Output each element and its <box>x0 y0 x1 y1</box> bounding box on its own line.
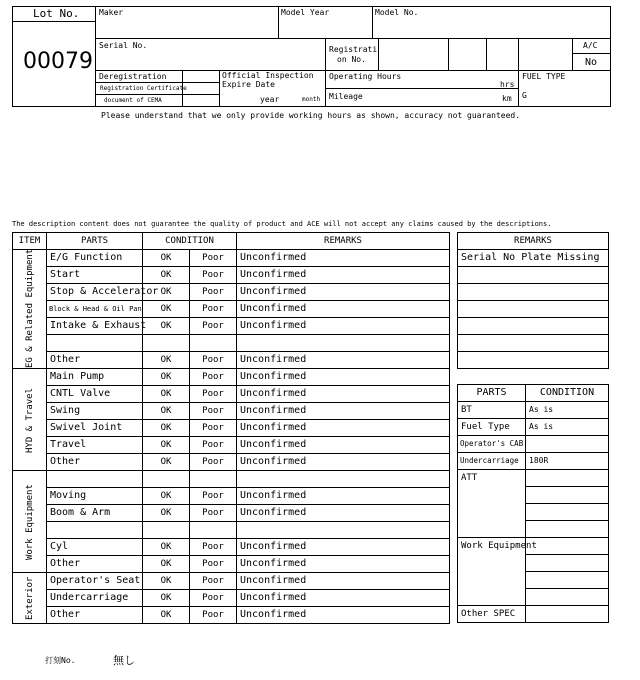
part-name: Boom & Arm <box>47 505 143 522</box>
part-name <box>47 522 143 539</box>
pc-condition: As is <box>526 402 609 419</box>
table-row <box>13 250 450 267</box>
ok-option: OK <box>143 590 190 607</box>
ok-option <box>143 335 190 352</box>
remarks-line <box>458 352 609 369</box>
ok-option <box>143 522 190 539</box>
part-name: CNTL Valve <box>47 386 143 403</box>
document-cema-label: document of CEMA <box>104 97 162 104</box>
table-row <box>13 590 450 607</box>
pc-condition: 180R <box>526 453 609 470</box>
table-row <box>13 573 450 590</box>
pc-row <box>458 470 609 487</box>
table-row <box>13 335 450 352</box>
poor-option: Poor <box>190 556 237 573</box>
part-name: Moving <box>47 488 143 505</box>
pc-condition <box>526 504 609 521</box>
lot-number: 00079 <box>23 49 93 74</box>
part-name <box>47 335 143 352</box>
pc-condition <box>526 487 609 504</box>
ac-label: A/C <box>583 41 598 50</box>
inspection-label-1: Official Inspection <box>222 71 314 80</box>
ok-option: OK <box>143 318 190 335</box>
ok-option: OK <box>143 488 190 505</box>
remarks-line <box>458 267 609 284</box>
fuel-type-label: FUEL TYPE <box>522 72 566 81</box>
part-name: Other <box>47 352 143 369</box>
table-row <box>13 369 450 386</box>
poor-option <box>190 471 237 488</box>
ok-option: OK <box>143 573 190 590</box>
remark-value <box>237 471 450 488</box>
pc-condition <box>526 572 609 589</box>
remark-value: Unconfirmed <box>237 573 450 590</box>
pc-row <box>458 402 609 419</box>
remark-value: Unconfirmed <box>237 420 450 437</box>
deregistration-label: Deregistration <box>99 72 167 81</box>
table-row <box>13 522 450 539</box>
poor-option: Poor <box>190 437 237 454</box>
poor-option: Poor <box>190 420 237 437</box>
remark-value: Unconfirmed <box>237 369 450 386</box>
ok-option: OK <box>143 607 190 624</box>
remarks-line <box>458 335 609 352</box>
poor-option: Poor <box>190 301 237 318</box>
part-name: Start <box>47 267 143 284</box>
pc-part: BT <box>458 402 526 419</box>
poor-option: Poor <box>190 607 237 624</box>
parts-header: PARTS <box>47 233 143 250</box>
table-row <box>13 403 450 420</box>
remarks-line <box>458 284 609 301</box>
ok-option: OK <box>143 556 190 573</box>
table-row <box>13 318 450 335</box>
poor-option: Poor <box>190 573 237 590</box>
poor-option: Poor <box>190 267 237 284</box>
part-name: Swing <box>47 403 143 420</box>
table-row <box>13 284 450 301</box>
inspection-table <box>12 232 450 624</box>
ok-option: OK <box>143 437 190 454</box>
poor-option: Poor <box>190 284 237 301</box>
mileage-label: Mileage <box>329 92 363 101</box>
ok-option <box>143 471 190 488</box>
table-row <box>13 488 450 505</box>
part-name: Stop & Accelerator <box>47 284 143 301</box>
remark-value: Unconfirmed <box>237 301 450 318</box>
remarks-box <box>457 232 609 369</box>
pc-row <box>458 436 609 453</box>
year-label: year <box>260 95 280 104</box>
att-label: ATT <box>458 470 526 538</box>
part-name: Swivel Joint <box>47 420 143 437</box>
table-row <box>13 556 450 573</box>
table-row <box>13 437 450 454</box>
table-row <box>13 420 450 437</box>
remarks-line <box>458 318 609 335</box>
pc-row <box>458 453 609 470</box>
part-name: Other <box>47 454 143 471</box>
condition-header: CONDITION <box>143 233 237 250</box>
ok-option: OK <box>143 267 190 284</box>
poor-option: Poor <box>190 318 237 335</box>
pc-part: Undercarriage <box>458 453 526 470</box>
ac-value: No <box>585 57 598 68</box>
table-row <box>13 386 450 403</box>
group-label: HYD & Travel <box>13 369 47 471</box>
poor-option: Poor <box>190 386 237 403</box>
pc-condition <box>526 555 609 572</box>
operating-hours-label: Operating Hours <box>329 72 402 81</box>
pc-row <box>458 538 609 555</box>
stamp-value: 無し <box>113 654 135 667</box>
part-name: Other <box>47 607 143 624</box>
table-row <box>13 301 450 318</box>
poor-option: Poor <box>190 590 237 607</box>
description-notice: The description content does not guarantee the quality of product and ACE will not accept any claims caused by the descriptions. <box>12 220 552 228</box>
part-name <box>47 471 143 488</box>
remarks-row <box>458 318 609 335</box>
table-row <box>13 454 450 471</box>
pc-row <box>458 606 609 623</box>
pc-condition <box>526 470 609 487</box>
remark-value: Unconfirmed <box>237 505 450 522</box>
remark-value: Unconfirmed <box>237 403 450 420</box>
poor-option: Poor <box>190 369 237 386</box>
pc-condition <box>526 589 609 606</box>
table-row <box>13 267 450 284</box>
pc-part: Operator's CAB <box>458 436 526 453</box>
part-name: E/G Function <box>47 250 143 267</box>
remarks-row <box>458 352 609 369</box>
work-equipment-label: Work Equipment <box>458 538 526 606</box>
part-name: Other <box>47 556 143 573</box>
maker-label: Maker <box>99 8 124 17</box>
part-name: Block & Head & Oil Pan <box>47 301 143 318</box>
remarks-row <box>458 284 609 301</box>
poor-option: Poor <box>190 488 237 505</box>
poor-option: Poor <box>190 250 237 267</box>
registration-label-1: Registrati <box>329 45 378 54</box>
ok-option: OK <box>143 369 190 386</box>
remarks-box-header: REMARKS <box>458 233 609 250</box>
pc-condition <box>526 436 609 453</box>
remark-value: Unconfirmed <box>237 539 450 556</box>
poor-option: Poor <box>190 352 237 369</box>
remark-value: Unconfirmed <box>237 607 450 624</box>
remarks-header: REMARKS <box>237 233 450 250</box>
group-label: EG & Related Equipment <box>13 250 47 369</box>
month-label: month <box>302 96 321 103</box>
item-header: ITEM <box>13 233 47 250</box>
part-name: Operator's Seat <box>47 573 143 590</box>
remark-value: Unconfirmed <box>237 386 450 403</box>
remark-value <box>237 335 450 352</box>
ok-option: OK <box>143 505 190 522</box>
remarks-line <box>458 301 609 318</box>
remark-value: Unconfirmed <box>237 556 450 573</box>
part-name: Main Pump <box>47 369 143 386</box>
poor-option: Poor <box>190 454 237 471</box>
inspection-label-2: Expire Date <box>222 80 275 89</box>
remark-value: Unconfirmed <box>237 488 450 505</box>
group-label: Work Equipment <box>13 471 47 573</box>
remark-value: Unconfirmed <box>237 250 450 267</box>
remark-value: Unconfirmed <box>237 284 450 301</box>
pc-condition-header: CONDITION <box>526 385 609 402</box>
table-row <box>13 505 450 522</box>
remark-value: Unconfirmed <box>237 454 450 471</box>
table-row <box>13 352 450 369</box>
registration-label-2: on No. <box>337 55 366 64</box>
pc-condition <box>526 606 609 623</box>
stamp-label: 打刻No. <box>45 656 76 665</box>
lot-label: Lot No. <box>33 7 80 20</box>
ok-option: OK <box>143 420 190 437</box>
group-label: Exterior <box>13 573 47 624</box>
model-year-label: Model Year <box>281 8 330 17</box>
part-name: Intake & Exhaust <box>47 318 143 335</box>
part-name: Cyl <box>47 539 143 556</box>
poor-option: Poor <box>190 539 237 556</box>
ok-option: OK <box>143 301 190 318</box>
remark-value <box>237 522 450 539</box>
poor-option <box>190 522 237 539</box>
remarks-row <box>458 267 609 284</box>
ok-option: OK <box>143 352 190 369</box>
remark-value: Unconfirmed <box>237 318 450 335</box>
serial-label: Serial No. <box>99 41 148 50</box>
parts-condition-table <box>457 384 609 623</box>
model-no-label: Model No. <box>375 8 419 17</box>
remarks-line: Serial No Plate Missing <box>458 250 609 267</box>
remark-value: Unconfirmed <box>237 590 450 607</box>
other-spec-label: Other SPEC <box>458 606 526 623</box>
pc-condition <box>526 538 609 555</box>
table-row <box>13 607 450 624</box>
remarks-row <box>458 301 609 318</box>
pc-row <box>458 419 609 436</box>
remarks-row <box>458 250 609 267</box>
pc-condition <box>526 521 609 538</box>
remarks-row <box>458 335 609 352</box>
pc-condition: As is <box>526 419 609 436</box>
table-row <box>13 539 450 556</box>
ok-option: OK <box>143 539 190 556</box>
remark-value: Unconfirmed <box>237 437 450 454</box>
remark-value: Unconfirmed <box>237 267 450 284</box>
ok-option: OK <box>143 403 190 420</box>
table-row <box>13 471 450 488</box>
accuracy-notice: Please understand that we only provide working hours as shown, accuracy not guaranteed. <box>101 111 521 120</box>
poor-option: Poor <box>190 505 237 522</box>
ok-option: OK <box>143 250 190 267</box>
part-name: Travel <box>47 437 143 454</box>
hrs-label: hrs <box>500 80 515 89</box>
ok-option: OK <box>143 454 190 471</box>
part-name: Undercarriage <box>47 590 143 607</box>
poor-option <box>190 335 237 352</box>
registration-certificate-label: Registration Certificate <box>100 85 187 92</box>
pc-part: Fuel Type <box>458 419 526 436</box>
fuel-type-value: G <box>522 91 527 100</box>
poor-option: Poor <box>190 403 237 420</box>
ok-option: OK <box>143 386 190 403</box>
pc-parts-header: PARTS <box>458 385 526 402</box>
remark-value: Unconfirmed <box>237 352 450 369</box>
km-label: km <box>502 94 512 103</box>
ok-option: OK <box>143 284 190 301</box>
